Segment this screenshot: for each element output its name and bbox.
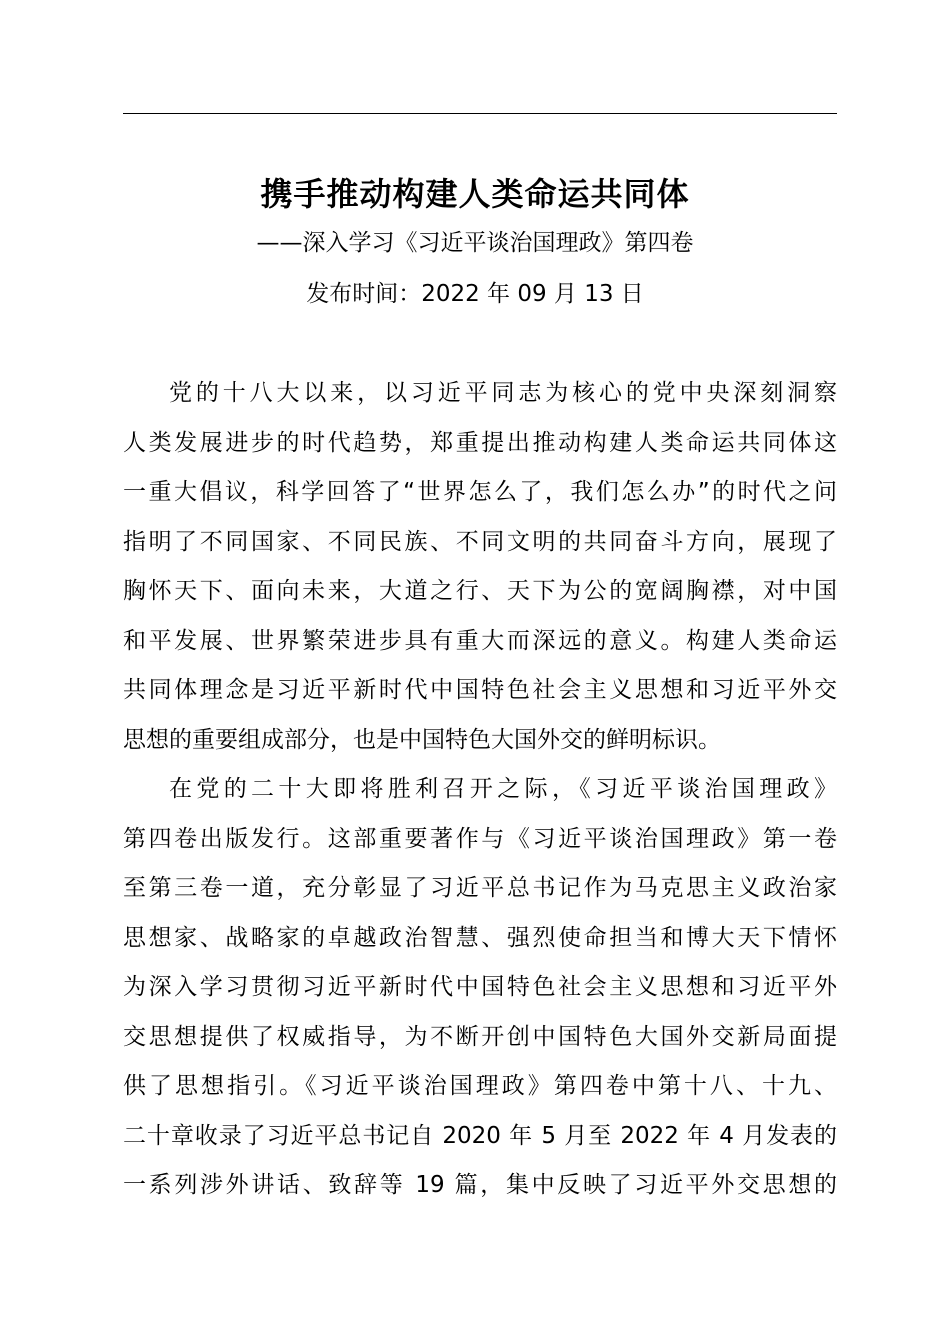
text-line: 指明了不同国家、不同民族、不同文明的共同奋斗方向，展现了 [123,528,837,555]
text-line: 一重大倡议，科学回答了“世界怎么了，我们怎么办”的时代之问 [123,479,837,505]
text-line: 交思想提供了权威指导，为不断开创中国特色大国外交新局面提 [123,1023,837,1050]
article-subtitle: ——深入学习《习近平谈治国理政》第四卷 [256,230,694,256]
header-rule [123,113,837,114]
text-line: 人类发展进步的时代趋势，郑重提出推动构建人类命运共同体这 [123,429,837,456]
paragraph-2 [123,765,837,1211]
text-line: 供了思想指引。《习近平谈治国理政》第四卷中第十八、十九、 [123,1073,837,1099]
paragraph-1 [123,369,837,765]
text-line: 党的十八大以来，以习近平同志为核心的党中央深刻洞察 [169,380,837,406]
text-line: 胸怀天下、面向未来，大道之行、天下为公的宽阔胸襟，对中国 [123,578,837,604]
text-line: 思想家、战略家的卓越政治智慧、强烈使命担当和博大天下情怀 [123,924,837,951]
text-line: 一系列涉外讲话、致辞等 19 篇，集中反映了习近平外交思想的 [123,1172,837,1198]
text-line: 思想的重要组成部分，也是中国特色大国外交的鲜明标识。 [123,726,721,753]
text-line: 和平发展、世界繁荣进步具有重大而深远的意义。构建人类命运 [123,627,837,654]
publish-date: 发布时间：2022 年 09 月 13 日 [306,281,644,307]
text-line: 至第三卷一道，充分彰显了习近平总书记作为马克思主义政治家 [123,875,837,901]
text-line: 共同体理念是习近平新时代中国特色社会主义思想和习近平外交 [123,677,837,703]
text-line: 第四卷出版发行。这部重要著作与《习近平谈治国理政》第一卷 [123,825,837,852]
text-line: 为深入学习贯彻习近平新时代中国特色社会主义思想和习近平外 [123,974,837,1000]
article-body [123,369,837,1211]
article-title: 携手推动构建人类命运共同体 [260,175,690,213]
text-line: 在党的二十大即将胜利召开之际，《习近平谈治国理政》 [169,776,837,802]
text-line: 二十章收录了习近平总书记自 2020 年 5 月至 2022 年 4 月发表的 [123,1122,837,1149]
